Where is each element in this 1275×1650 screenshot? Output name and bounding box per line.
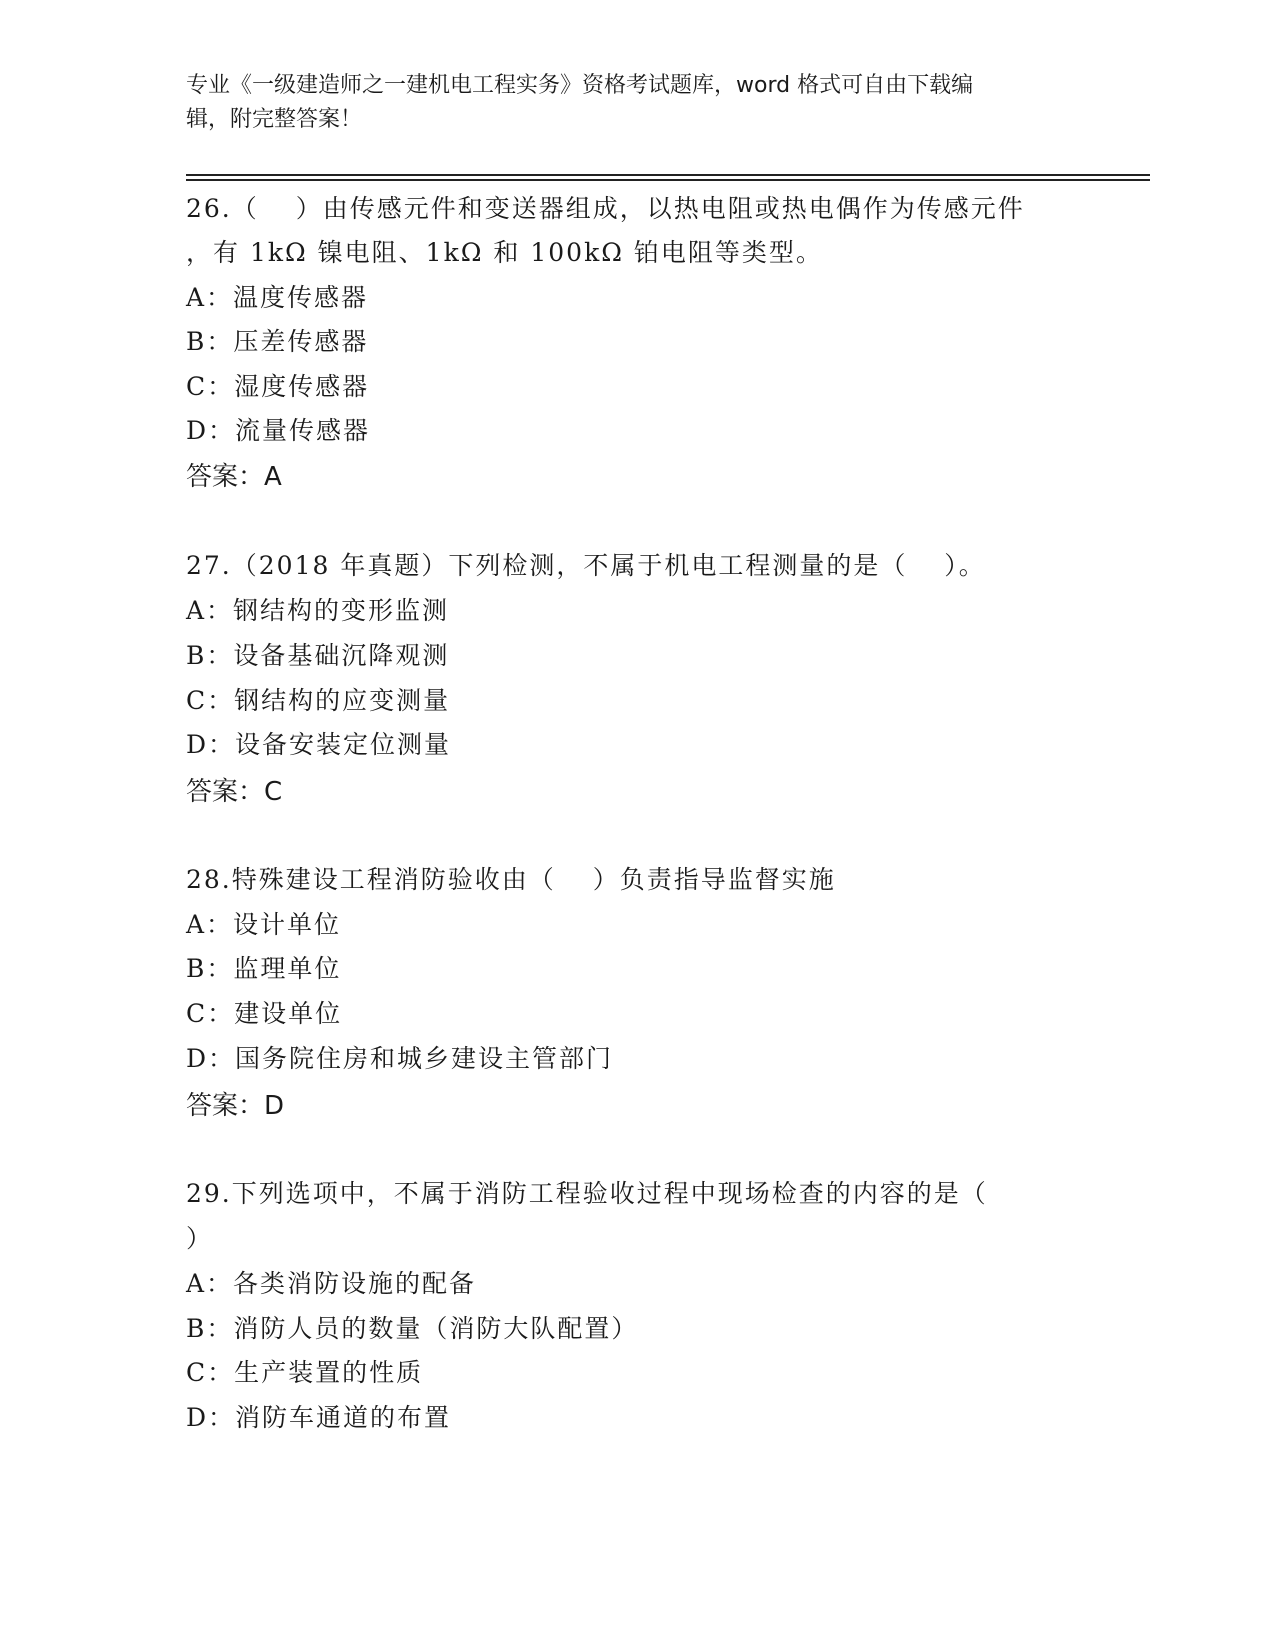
- option-b: B：消防人员的数量（消防大队配置）: [186, 1314, 639, 1343]
- option-c: C：湿度传感器: [186, 372, 370, 401]
- option-b: B：监理单位: [186, 954, 342, 983]
- option-c: C：生产装置的性质: [186, 1358, 424, 1387]
- question-stem-line: ，有 1kΩ 镍电阻、1kΩ 和 100kΩ 铂电阻等类型。: [186, 238, 823, 267]
- option-c: C：建设单位: [186, 999, 343, 1028]
- question-stem-line: 28.特殊建设工程消防验收由（ ）负责指导监督实施: [186, 865, 836, 894]
- option-d: D：设备安装定位测量: [186, 730, 452, 759]
- question-stem-line: 26.（ ）由传感元件和变送器组成，以热电阻或热电偶作为传感元件: [186, 194, 1025, 223]
- header-rule-top: [186, 174, 1150, 176]
- option-b: B：设备基础沉降观测: [186, 641, 450, 670]
- question-stem-line: ）: [186, 1224, 214, 1253]
- answer-label: 答案：C: [186, 777, 283, 807]
- header-line-1: 专业《一级建造师之一建机电工程实务》资格考试题库，word 格式可自由下载编: [186, 73, 974, 98]
- answer-label: 答案：D: [186, 1091, 285, 1121]
- question-stem-line: 29.下列选项中，不属于消防工程验收过程中现场检查的内容的是（: [186, 1179, 988, 1208]
- option-a: A：钢结构的变形监测: [186, 596, 450, 625]
- option-d: D：流量传感器: [186, 416, 371, 445]
- option-d: D：消防车通道的布置: [186, 1403, 452, 1432]
- option-d: D：国务院住房和城乡建设主管部门: [186, 1044, 614, 1073]
- option-a: A：温度传感器: [186, 283, 369, 312]
- header-rule-bottom: [186, 179, 1150, 181]
- option-a: A：设计单位: [186, 910, 342, 939]
- answer-label: 答案：A: [186, 462, 282, 492]
- question-stem-line: 27.（2018 年真题）下列检测，不属于机电工程测量的是（ ）。: [186, 551, 986, 580]
- option-c: C：钢结构的应变测量: [186, 686, 451, 715]
- header-line-2: 辑，附完整答案！: [186, 107, 363, 132]
- option-a: A：各类消防设施的配备: [186, 1269, 477, 1298]
- option-b: B：压差传感器: [186, 327, 369, 356]
